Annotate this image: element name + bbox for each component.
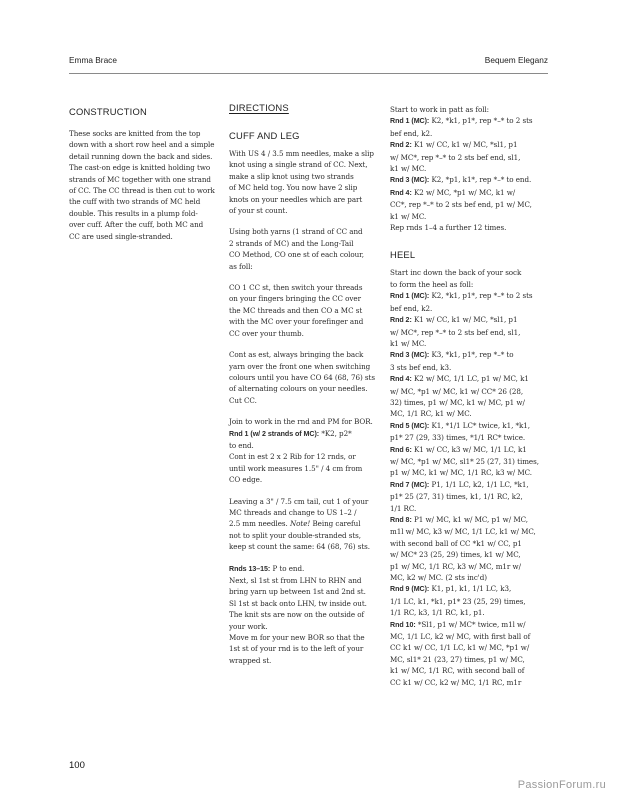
rnds-13-15-text: P to end. Next, sl 1st st from LHN to RHN and bring yarn up between 1st and 2nd st. Sl 1st st back onto LHN, tw inside out. The knit sts are now on the outside of your work. Move m for your new BOR so that the 1st st of your rnd is to the left of your wrapped st.	[229, 563, 367, 665]
heel-rnd-7-text: P1, 1/1 LC, k2, 1/1 LC, *k1, p1* 25 (27, 31) times, k1, 1/1 RC, k2, 1/1 RC.	[390, 479, 529, 513]
heel-rnd-10	[390, 619, 541, 688]
heel-rnd-7	[390, 479, 541, 514]
cuff-paragraph-2: Using both yarns (1 strand of CC and 2 strands of MC) and the Long-Tail CO Method, CO one st of each colour, as foll:	[229, 227, 364, 271]
pattern-column	[390, 104, 541, 688]
heel-rnd-7-label: Rnd 7 (MC):	[390, 480, 430, 489]
construction-column	[69, 106, 216, 242]
directions-column	[229, 102, 375, 666]
heel-rnd-10-text: *Sl1, p1 w/ MC* twice, m1l w/ MC, 1/1 LC, k2 w/ MC, with first ball of CC k1 w/ CC, 1/1 LC, k1 w/ MC, *p1 w/ MC, sl1* 21 (23, 27) times, p1 w/ MC, k1 w/ MC, 1/1 RC, with second ball of CC k1 w/ CC, k2 w/ MC, 1/1 RC, m1r	[390, 619, 531, 687]
heel-rnd-2	[390, 314, 541, 349]
heel-rnd-8-text: P1 w/ MC, k1 w/ MC, p1 w/ MC, m1l w/ MC, k3 w/ MC, 1/1 LC, k1 w/ MC, with second ball of CC *k1 w/ CC, p1 w/ MC* 23 (25, 29) times, k1 w/ MC, p1 w/ MC, 1/1 RC, k3 w/ MC, m1r w/ MC, k2 w/ MC. (2 sts inc'd)	[390, 515, 536, 583]
cuff-paragraph-7	[229, 496, 375, 553]
cuff-and-leg-heading: CUFF AND LEG	[229, 130, 300, 141]
patt-rnd-4-text: K2 w/ MC, *p1 w/ MC, k1 w/ CC*, rep *–* to 2 sts bef end, p1 w/ MC, k1 w/ MC.	[390, 187, 532, 221]
cuff-rnd1-text: *K2, p2* to end.	[229, 428, 352, 450]
heel-rnd-2-text: K1 w/ CC, k1 w/ MC, *sl1, p1 w/ MC*, rep *–* to 2 sts bef end, sl1, k1 w/ MC.	[390, 315, 521, 348]
patt-intro: Start to work in patt as foll:	[390, 105, 490, 114]
patt-rnd-2-label: Rnd 2:	[390, 141, 412, 150]
heel-rnd-5-label: Rnd 5 (MC):	[390, 421, 430, 430]
cuff-p7-note: Note!	[289, 519, 311, 529]
heel-rnd-8	[390, 514, 541, 583]
heel-heading: HEEL	[390, 249, 416, 261]
heel-rnd-9-label: Rnd 9 (MC):	[390, 585, 430, 594]
cuff-paragraph-1: With US 4 / 3.5 mm needles, make a slip knot using a single strand of CC. Next, make a slip knot using two strands of MC held tog. You now have 2 slip knots on your needles which are part of your st count.	[229, 149, 374, 216]
cuff-p7-text-a: Leaving a 3" / 7.5 cm tail, cut 1 of your MC threads and change to US 1–2 / 2.5 mm needles.	[229, 496, 369, 529]
running-header-title: Bequem Eleganz	[484, 55, 548, 65]
cuff-paragraph-4: Cont as est, always bringing the back yarn over the front one when switching colours until you have CO 64 (68, 76) sts of alternating colours on your needles. Cut CC.	[229, 350, 375, 405]
patt-rnd-1-label: Rnd 1 (MC):	[390, 117, 430, 126]
patt-rnd-3	[390, 174, 541, 186]
page-number: 100	[69, 760, 85, 771]
patt-repeat: Rep rnds 1–4 a further 12 times.	[390, 223, 507, 233]
heel-rnd-5-text: K1, *1/1 LC* twice, k1, *k1, p1* 27 (29, 33) times, *1/1 RC* twice.	[390, 420, 531, 443]
patt-rnd-2	[390, 139, 541, 174]
cuff-paragraph-3: CO 1 CC st, then switch your threads on your fingers bringing the CC over the MC threads and then CO a MC st with the MC over your forefinger and CC over your thumb.	[229, 283, 364, 338]
heel-rnd-9-text: K1, p1, k1, 1/1 LC, k3, 1/1 LC, k1, *k1, p1* 23 (25, 29) times, 1/1 RC, k3, 1/1 RC, k1, p1.	[390, 584, 526, 618]
heel-rnd-3	[390, 349, 541, 373]
heel-rnd-4-text: K2 w/ MC, 1/1 LC, p1 w/ MC, k1 w/ MC, *p1 w/ MC, k1 w/ CC* 26 (28, 32) times, p1 w/ MC, k1 w/ MC, p1 w/ MC, 1/1 RC, k1 w/ MC.	[390, 374, 529, 419]
heel-rnd-5	[390, 420, 541, 444]
patt-rnd-2-text: K1 w/ CC, k1 w/ MC, *sl1, p1 w/ MC*, rep *–* to 2 sts bef end, sl1, k1 w/ MC.	[390, 140, 521, 174]
heel-rnd-1-label: Rnd 1 (MC):	[390, 292, 430, 301]
heel-rnd-1	[390, 290, 541, 314]
heel-rnd-2-label: Rnd 2:	[390, 316, 412, 325]
patt-rnd-1-text: K2, *k1, p1*, rep *–* to 2 sts bef end, k2.	[390, 116, 533, 138]
watermark: PassionForum.ru	[517, 779, 606, 791]
heel-intro: Start inc down the back of your sock to form the heel as foll:	[390, 268, 522, 289]
heel-rnd-6-label: Rnd 6:	[390, 445, 412, 454]
patt-rnd-1	[390, 115, 541, 139]
heel-rnd-3-text: K3, *k1, p1*, rep *–* to 3 sts bef end, k3.	[390, 350, 514, 372]
cuff-rnd1-label: Rnd 1 (w/ 2 strands of MC):	[229, 429, 320, 438]
construction-paragraph: These socks are knitted from the top down with a short row heel and a simple detail running down the back and sides. The cast-on edge is knitted holding two strands of MC together with one strand of CC. The CC thread is then cut to work the cuff with two strands of MC held double. This results in a plump fold- over cuff. After the cuff, both MC and CC are used single-stranded.	[69, 129, 215, 241]
patt-rnd-4-label: Rnd 4:	[390, 188, 412, 197]
directions-heading: DIRECTIONS	[229, 102, 289, 113]
heel-rnd-3-label: Rnd 3 (MC):	[390, 351, 430, 360]
heel-rnd-4-label: Rnd 4:	[390, 375, 412, 384]
cuff-p5-text: Join to work in the rnd and PM for BOR.	[229, 417, 373, 427]
heel-rnd-9	[390, 583, 541, 618]
heel-rnd-8-label: Rnd 8:	[390, 516, 412, 524]
running-header-author: Emma Brace	[69, 55, 117, 65]
cuff-paragraph-6: Cont in est 2 x 2 Rib for 12 rnds, or until work measures 1.5" / 4 cm from CO edge.	[229, 452, 363, 485]
heel-rnd-1-text: K2, *k1, p1*, rep *–* to 2 sts bef end, k2.	[390, 291, 533, 313]
rnds-13-15-label: Rnds 13–15:	[229, 564, 271, 573]
patt-rnd-3-text: K2, *p1, k1*, rep *–* to end.	[429, 175, 532, 185]
cuff-p7-text-b: Being careful not to split your double-stranded sts, keep st count the same: 64 (68, 76) sts.	[229, 519, 370, 552]
heel-rnd-6-text: K1 w/ CC, k3 w/ MC, 1/1 LC, k1 w/ MC, *p1 w/ MC, sl1* 25 (27, 31) times, p1 w/ MC, k1 w/ MC, 1/1 RC, k3 w/ MC.	[390, 444, 539, 478]
heel-rnd-10-label: Rnd 10:	[390, 620, 416, 629]
heel-rnd-4	[390, 373, 541, 420]
cuff-paragraph-8	[229, 563, 375, 667]
patt-rnd-4	[390, 187, 541, 222]
construction-heading: CONSTRUCTION	[69, 106, 147, 117]
cuff-paragraph-5	[229, 416, 375, 451]
header-rule	[69, 73, 548, 74]
patt-rnd-3-label: Rnd 3 (MC):	[390, 176, 430, 185]
heel-rnd-6	[390, 444, 541, 479]
